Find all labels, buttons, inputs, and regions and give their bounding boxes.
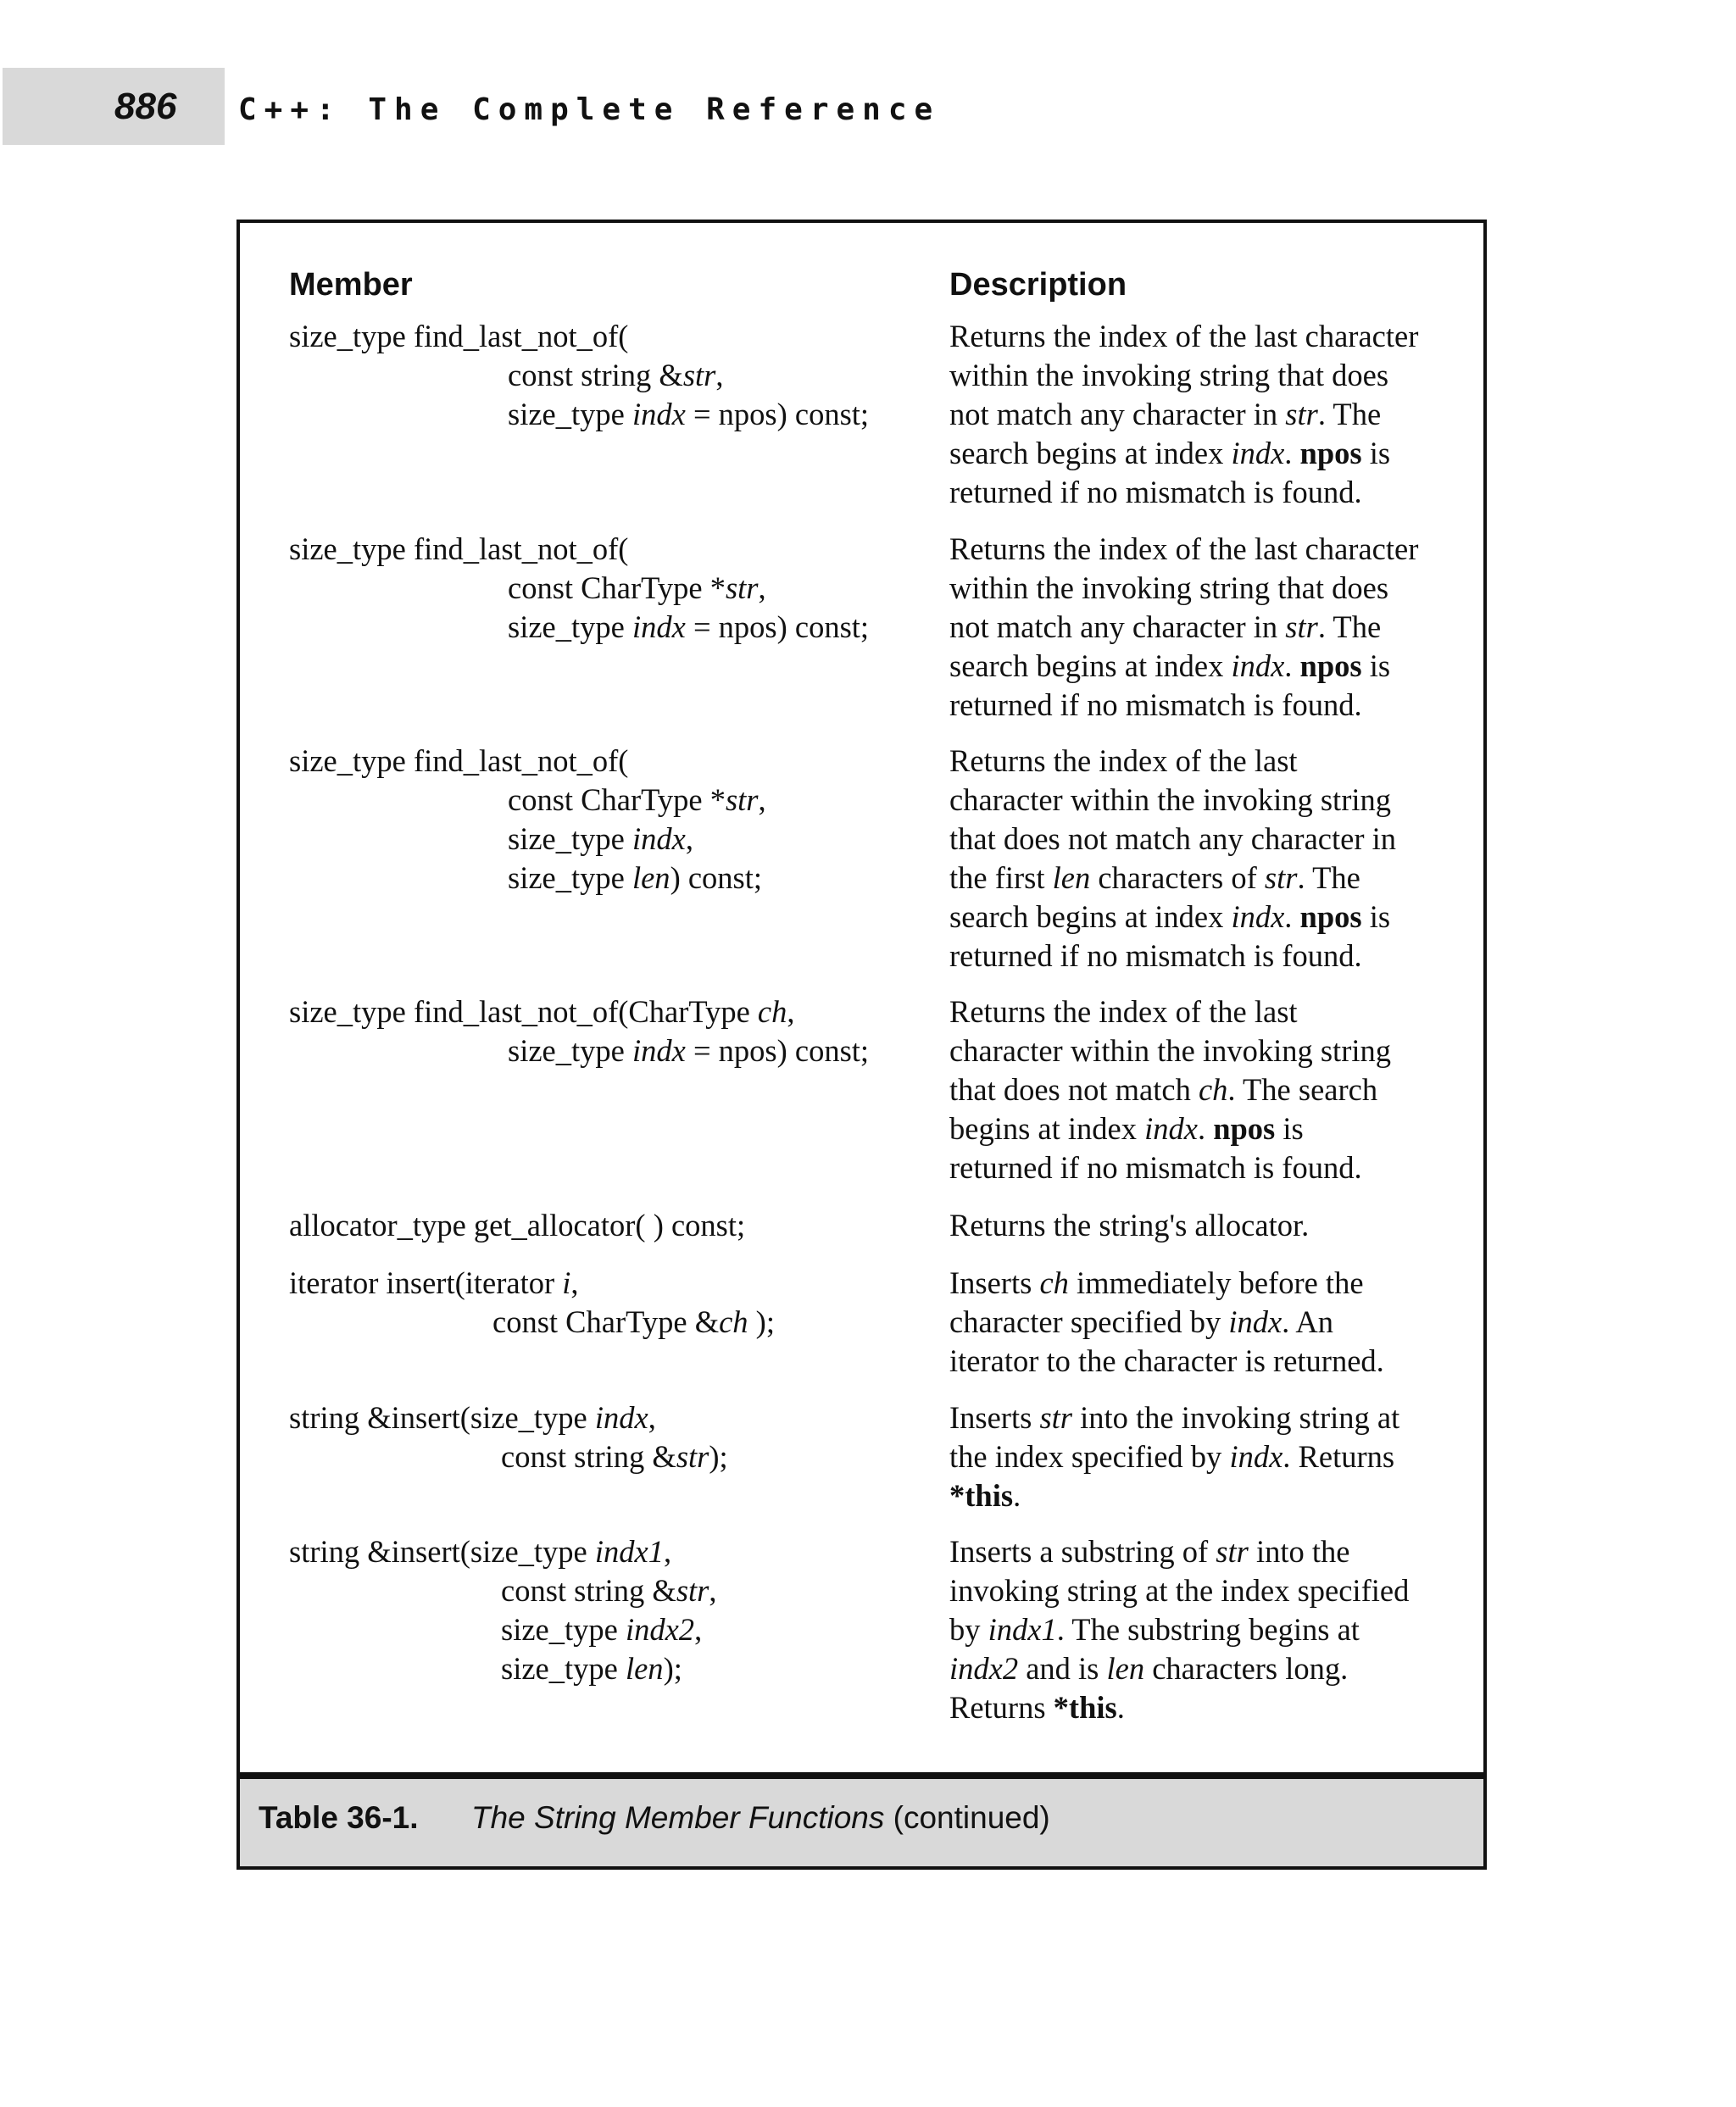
description-line bbox=[949, 1148, 1391, 1187]
description-line bbox=[949, 1206, 1309, 1245]
bold-text: npos bbox=[1213, 1111, 1276, 1146]
text-run: ); bbox=[663, 1651, 682, 1686]
text-run: Returns bbox=[949, 1690, 1054, 1725]
italic-text: indx bbox=[1144, 1111, 1198, 1146]
text-run: . bbox=[1116, 1690, 1125, 1725]
text-run: size_type find_last_not_of( bbox=[289, 531, 629, 566]
italic-text: indx1 bbox=[594, 1534, 664, 1569]
member-signature bbox=[289, 317, 869, 434]
italic-text: indx bbox=[594, 1400, 648, 1435]
text-run: ); bbox=[709, 1439, 728, 1474]
text-run: . The substring begins at bbox=[1056, 1612, 1360, 1647]
italic-text: indx bbox=[1231, 648, 1285, 683]
description-line bbox=[949, 742, 1396, 781]
table-caption bbox=[240, 1772, 1483, 1866]
italic-text: str bbox=[725, 570, 759, 605]
text-run: = npos) const; bbox=[685, 609, 870, 644]
signature-line bbox=[289, 992, 869, 1031]
italic-text: str bbox=[1285, 609, 1318, 644]
member-description bbox=[949, 530, 1418, 725]
italic-text: indx bbox=[1231, 899, 1285, 934]
description-line bbox=[949, 937, 1396, 976]
text-run: , bbox=[685, 821, 693, 856]
text-run: size_type find_last_not_of( bbox=[289, 319, 629, 353]
description-column-header: Description bbox=[949, 267, 1127, 303]
italic-text: indx bbox=[632, 1033, 686, 1068]
italic-text: indx2 bbox=[949, 1651, 1019, 1686]
description-line bbox=[949, 859, 1396, 898]
description-line bbox=[949, 608, 1418, 647]
italic-text: indx bbox=[1231, 436, 1285, 470]
description-line bbox=[949, 356, 1418, 395]
description-line bbox=[949, 820, 1396, 859]
text-run: . bbox=[1284, 648, 1300, 683]
text-run: that does not match bbox=[949, 1072, 1199, 1107]
bold-text: npos bbox=[1299, 899, 1362, 934]
description-line bbox=[949, 1264, 1384, 1303]
text-run: allocator_type get_allocator( ) const; bbox=[289, 1208, 746, 1243]
text-run: is bbox=[1361, 899, 1391, 934]
text-run: not match any character in bbox=[949, 609, 1286, 644]
text-run: = npos) const; bbox=[685, 1033, 870, 1068]
italic-text: ch bbox=[1039, 1265, 1069, 1300]
text-run: const string & bbox=[501, 1573, 676, 1608]
signature-line bbox=[289, 530, 869, 569]
text-run: ); bbox=[748, 1304, 775, 1339]
member-functions-table bbox=[236, 220, 1487, 1870]
text-run: size_type bbox=[508, 609, 632, 644]
text-run: search begins at index bbox=[949, 899, 1232, 934]
text-run: is bbox=[1361, 648, 1391, 683]
text-run: . An bbox=[1282, 1304, 1334, 1339]
text-run: within the invoking string that does bbox=[949, 570, 1389, 605]
description-line bbox=[949, 1342, 1384, 1381]
description-line bbox=[949, 1532, 1409, 1571]
text-run: . bbox=[1284, 899, 1300, 934]
italic-text: ch bbox=[1198, 1072, 1228, 1107]
text-run: Inserts bbox=[949, 1400, 1040, 1435]
italic-text: indx bbox=[1228, 1304, 1283, 1339]
text-run: string &insert(size_type bbox=[289, 1400, 595, 1435]
text-run: string &insert(size_type bbox=[289, 1534, 595, 1569]
signature-line bbox=[289, 781, 766, 820]
text-run: Returns the index of the last character bbox=[949, 531, 1419, 566]
text-run: const CharType * bbox=[508, 570, 726, 605]
signature-line bbox=[289, 569, 869, 608]
text-run: Returns the string's allocator. bbox=[949, 1208, 1310, 1243]
italic-text: ch bbox=[719, 1304, 748, 1339]
text-run: = npos) const; bbox=[685, 397, 870, 431]
italic-text: str bbox=[1216, 1534, 1249, 1569]
italic-text: str bbox=[725, 782, 759, 817]
text-run: into the invoking string at bbox=[1072, 1400, 1400, 1435]
text-run: size_type bbox=[508, 860, 632, 895]
description-line bbox=[949, 1303, 1384, 1342]
description-line bbox=[949, 1688, 1409, 1727]
member-signature bbox=[289, 1398, 728, 1476]
text-run: size_type find_last_not_of(CharType bbox=[289, 994, 758, 1029]
text-run: that does not match any character in bbox=[949, 821, 1397, 856]
text-run: into the bbox=[1248, 1534, 1350, 1569]
text-run: . bbox=[1284, 436, 1300, 470]
text-run: , bbox=[787, 994, 795, 1029]
member-signature bbox=[289, 1264, 775, 1342]
italic-text: indx bbox=[632, 821, 686, 856]
text-run: . bbox=[1197, 1111, 1214, 1146]
text-run: returned if no mismatch is found. bbox=[949, 687, 1362, 722]
text-run: returned if no mismatch is found. bbox=[949, 938, 1362, 973]
signature-line bbox=[289, 1031, 869, 1070]
text-run: size_type bbox=[508, 821, 632, 856]
page-number-tab bbox=[3, 68, 225, 145]
text-run: , bbox=[715, 358, 724, 392]
signature-line bbox=[289, 1437, 728, 1476]
text-run: const string & bbox=[501, 1439, 676, 1474]
text-run: , bbox=[648, 1400, 656, 1435]
text-run: , bbox=[709, 1573, 717, 1608]
description-line bbox=[949, 647, 1418, 686]
member-description bbox=[949, 1206, 1309, 1245]
member-signature bbox=[289, 742, 766, 898]
signature-line bbox=[289, 1532, 717, 1571]
text-run: const string & bbox=[508, 358, 683, 392]
signature-line bbox=[289, 1610, 717, 1649]
text-run: ) const; bbox=[670, 860, 763, 895]
signature-line bbox=[289, 1571, 717, 1610]
italic-text: str bbox=[676, 1439, 709, 1474]
text-run: by bbox=[949, 1612, 988, 1647]
text-run: . The search bbox=[1227, 1072, 1378, 1107]
text-run: size_type bbox=[508, 397, 632, 431]
text-run: const CharType & bbox=[492, 1304, 720, 1339]
text-run: , bbox=[663, 1534, 672, 1569]
member-signature bbox=[289, 1206, 745, 1245]
member-description bbox=[949, 992, 1391, 1187]
signature-line bbox=[289, 1264, 775, 1303]
member-signature bbox=[289, 530, 869, 647]
text-run: search begins at index bbox=[949, 436, 1232, 470]
description-line bbox=[949, 395, 1418, 434]
member-description bbox=[949, 742, 1396, 976]
text-run: . The bbox=[1317, 609, 1382, 644]
text-run: begins at index bbox=[949, 1111, 1145, 1146]
text-run: Returns the index of the last bbox=[949, 743, 1298, 778]
text-run: the index specified by bbox=[949, 1439, 1230, 1474]
text-run: , bbox=[694, 1612, 703, 1647]
text-run: size_type bbox=[508, 1033, 632, 1068]
text-run: within the invoking string that does bbox=[949, 358, 1389, 392]
signature-line bbox=[289, 742, 766, 781]
member-signature bbox=[289, 1532, 717, 1688]
running-head: C++: The Complete Reference bbox=[238, 92, 941, 127]
description-line bbox=[949, 1070, 1391, 1109]
caption-title bbox=[471, 1798, 1050, 1838]
signature-line bbox=[289, 1303, 775, 1342]
italic-text: str bbox=[1285, 397, 1318, 431]
description-line bbox=[949, 1109, 1391, 1148]
text-run: returned if no mismatch is found. bbox=[949, 1150, 1362, 1185]
description-line bbox=[949, 781, 1396, 820]
text-run: characters long. bbox=[1144, 1651, 1349, 1686]
description-line bbox=[949, 1571, 1409, 1610]
caption-title-text: The String Member Functions bbox=[471, 1800, 885, 1835]
italic-text: ch bbox=[757, 994, 787, 1029]
member-description bbox=[949, 317, 1418, 512]
description-line bbox=[949, 686, 1418, 725]
caption-label: Table 36-1. bbox=[259, 1800, 419, 1835]
text-run: characters of bbox=[1090, 860, 1265, 895]
signature-line bbox=[289, 1398, 728, 1437]
italic-text: len bbox=[625, 1651, 664, 1686]
text-run: Inserts a substring of bbox=[949, 1534, 1216, 1569]
text-run: invoking string at the index specified bbox=[949, 1573, 1410, 1608]
italic-text: str bbox=[682, 358, 716, 392]
bold-text: npos bbox=[1299, 436, 1362, 470]
signature-line bbox=[289, 317, 869, 356]
description-line bbox=[949, 473, 1418, 512]
signature-line bbox=[289, 1206, 745, 1245]
text-run: and is bbox=[1018, 1651, 1107, 1686]
description-line bbox=[949, 1031, 1391, 1070]
signature-line bbox=[289, 820, 766, 859]
italic-text: indx bbox=[632, 397, 686, 431]
member-signature bbox=[289, 992, 869, 1070]
description-line bbox=[949, 434, 1418, 473]
text-run: const CharType * bbox=[508, 782, 726, 817]
italic-text: i bbox=[562, 1265, 571, 1300]
text-run: Inserts bbox=[949, 1265, 1040, 1300]
page-number: 886 bbox=[114, 86, 177, 127]
member-description bbox=[949, 1532, 1409, 1727]
text-run: . The bbox=[1317, 397, 1382, 431]
italic-text: indx1 bbox=[988, 1612, 1057, 1647]
italic-text: len bbox=[632, 860, 670, 895]
text-run: size_type bbox=[501, 1612, 626, 1647]
text-run: . Returns bbox=[1283, 1439, 1395, 1474]
text-run: returned if no mismatch is found. bbox=[949, 475, 1362, 509]
text-run: is bbox=[1275, 1111, 1304, 1146]
signature-line bbox=[289, 608, 869, 647]
description-line bbox=[949, 1649, 1409, 1688]
bold-text: *this bbox=[1053, 1690, 1117, 1725]
text-run: iterator insert(iterator bbox=[289, 1265, 563, 1300]
text-run: not match any character in bbox=[949, 397, 1286, 431]
bold-text: *this bbox=[949, 1478, 1014, 1513]
text-run: size_type find_last_not_of( bbox=[289, 743, 629, 778]
signature-line bbox=[289, 1649, 717, 1688]
caption-suffix: (continued) bbox=[893, 1800, 1050, 1835]
description-line bbox=[949, 530, 1418, 569]
member-description bbox=[949, 1264, 1384, 1381]
text-run: , bbox=[570, 1265, 579, 1300]
italic-text: indx2 bbox=[625, 1612, 695, 1647]
text-run: character within the invoking string bbox=[949, 1033, 1391, 1068]
text-run: character specified by bbox=[949, 1304, 1229, 1339]
member-column-header: Member bbox=[289, 267, 413, 303]
text-run: Returns the index of the last bbox=[949, 994, 1298, 1029]
bold-text: npos bbox=[1299, 648, 1362, 683]
italic-text: str bbox=[1039, 1400, 1072, 1435]
description-line bbox=[949, 1398, 1399, 1437]
description-line bbox=[949, 1437, 1399, 1476]
text-run: . The bbox=[1297, 860, 1360, 895]
text-run: . bbox=[1013, 1478, 1021, 1513]
italic-text: str bbox=[1264, 860, 1298, 895]
text-run: character within the invoking string bbox=[949, 782, 1391, 817]
text-run: search begins at index bbox=[949, 648, 1232, 683]
description-line bbox=[949, 898, 1396, 937]
signature-line bbox=[289, 395, 869, 434]
description-line bbox=[949, 1610, 1409, 1649]
signature-line bbox=[289, 859, 766, 898]
italic-text: str bbox=[676, 1573, 709, 1608]
text-run: , bbox=[758, 782, 766, 817]
description-line bbox=[949, 569, 1418, 608]
italic-text: len bbox=[1106, 1651, 1145, 1686]
description-line bbox=[949, 317, 1418, 356]
description-line bbox=[949, 1476, 1399, 1515]
member-description bbox=[949, 1398, 1399, 1515]
text-run: is bbox=[1361, 436, 1391, 470]
text-run: , bbox=[758, 570, 766, 605]
text-run: size_type bbox=[501, 1651, 626, 1686]
italic-text: indx bbox=[1229, 1439, 1283, 1474]
italic-text: indx bbox=[632, 609, 686, 644]
italic-text: len bbox=[1052, 860, 1091, 895]
text-run: the first bbox=[949, 860, 1053, 895]
signature-line bbox=[289, 356, 869, 395]
text-run: Returns the index of the last character bbox=[949, 319, 1419, 353]
text-run: iterator to the character is returned. bbox=[949, 1343, 1384, 1378]
description-line bbox=[949, 992, 1391, 1031]
text-run: immediately before the bbox=[1068, 1265, 1364, 1300]
